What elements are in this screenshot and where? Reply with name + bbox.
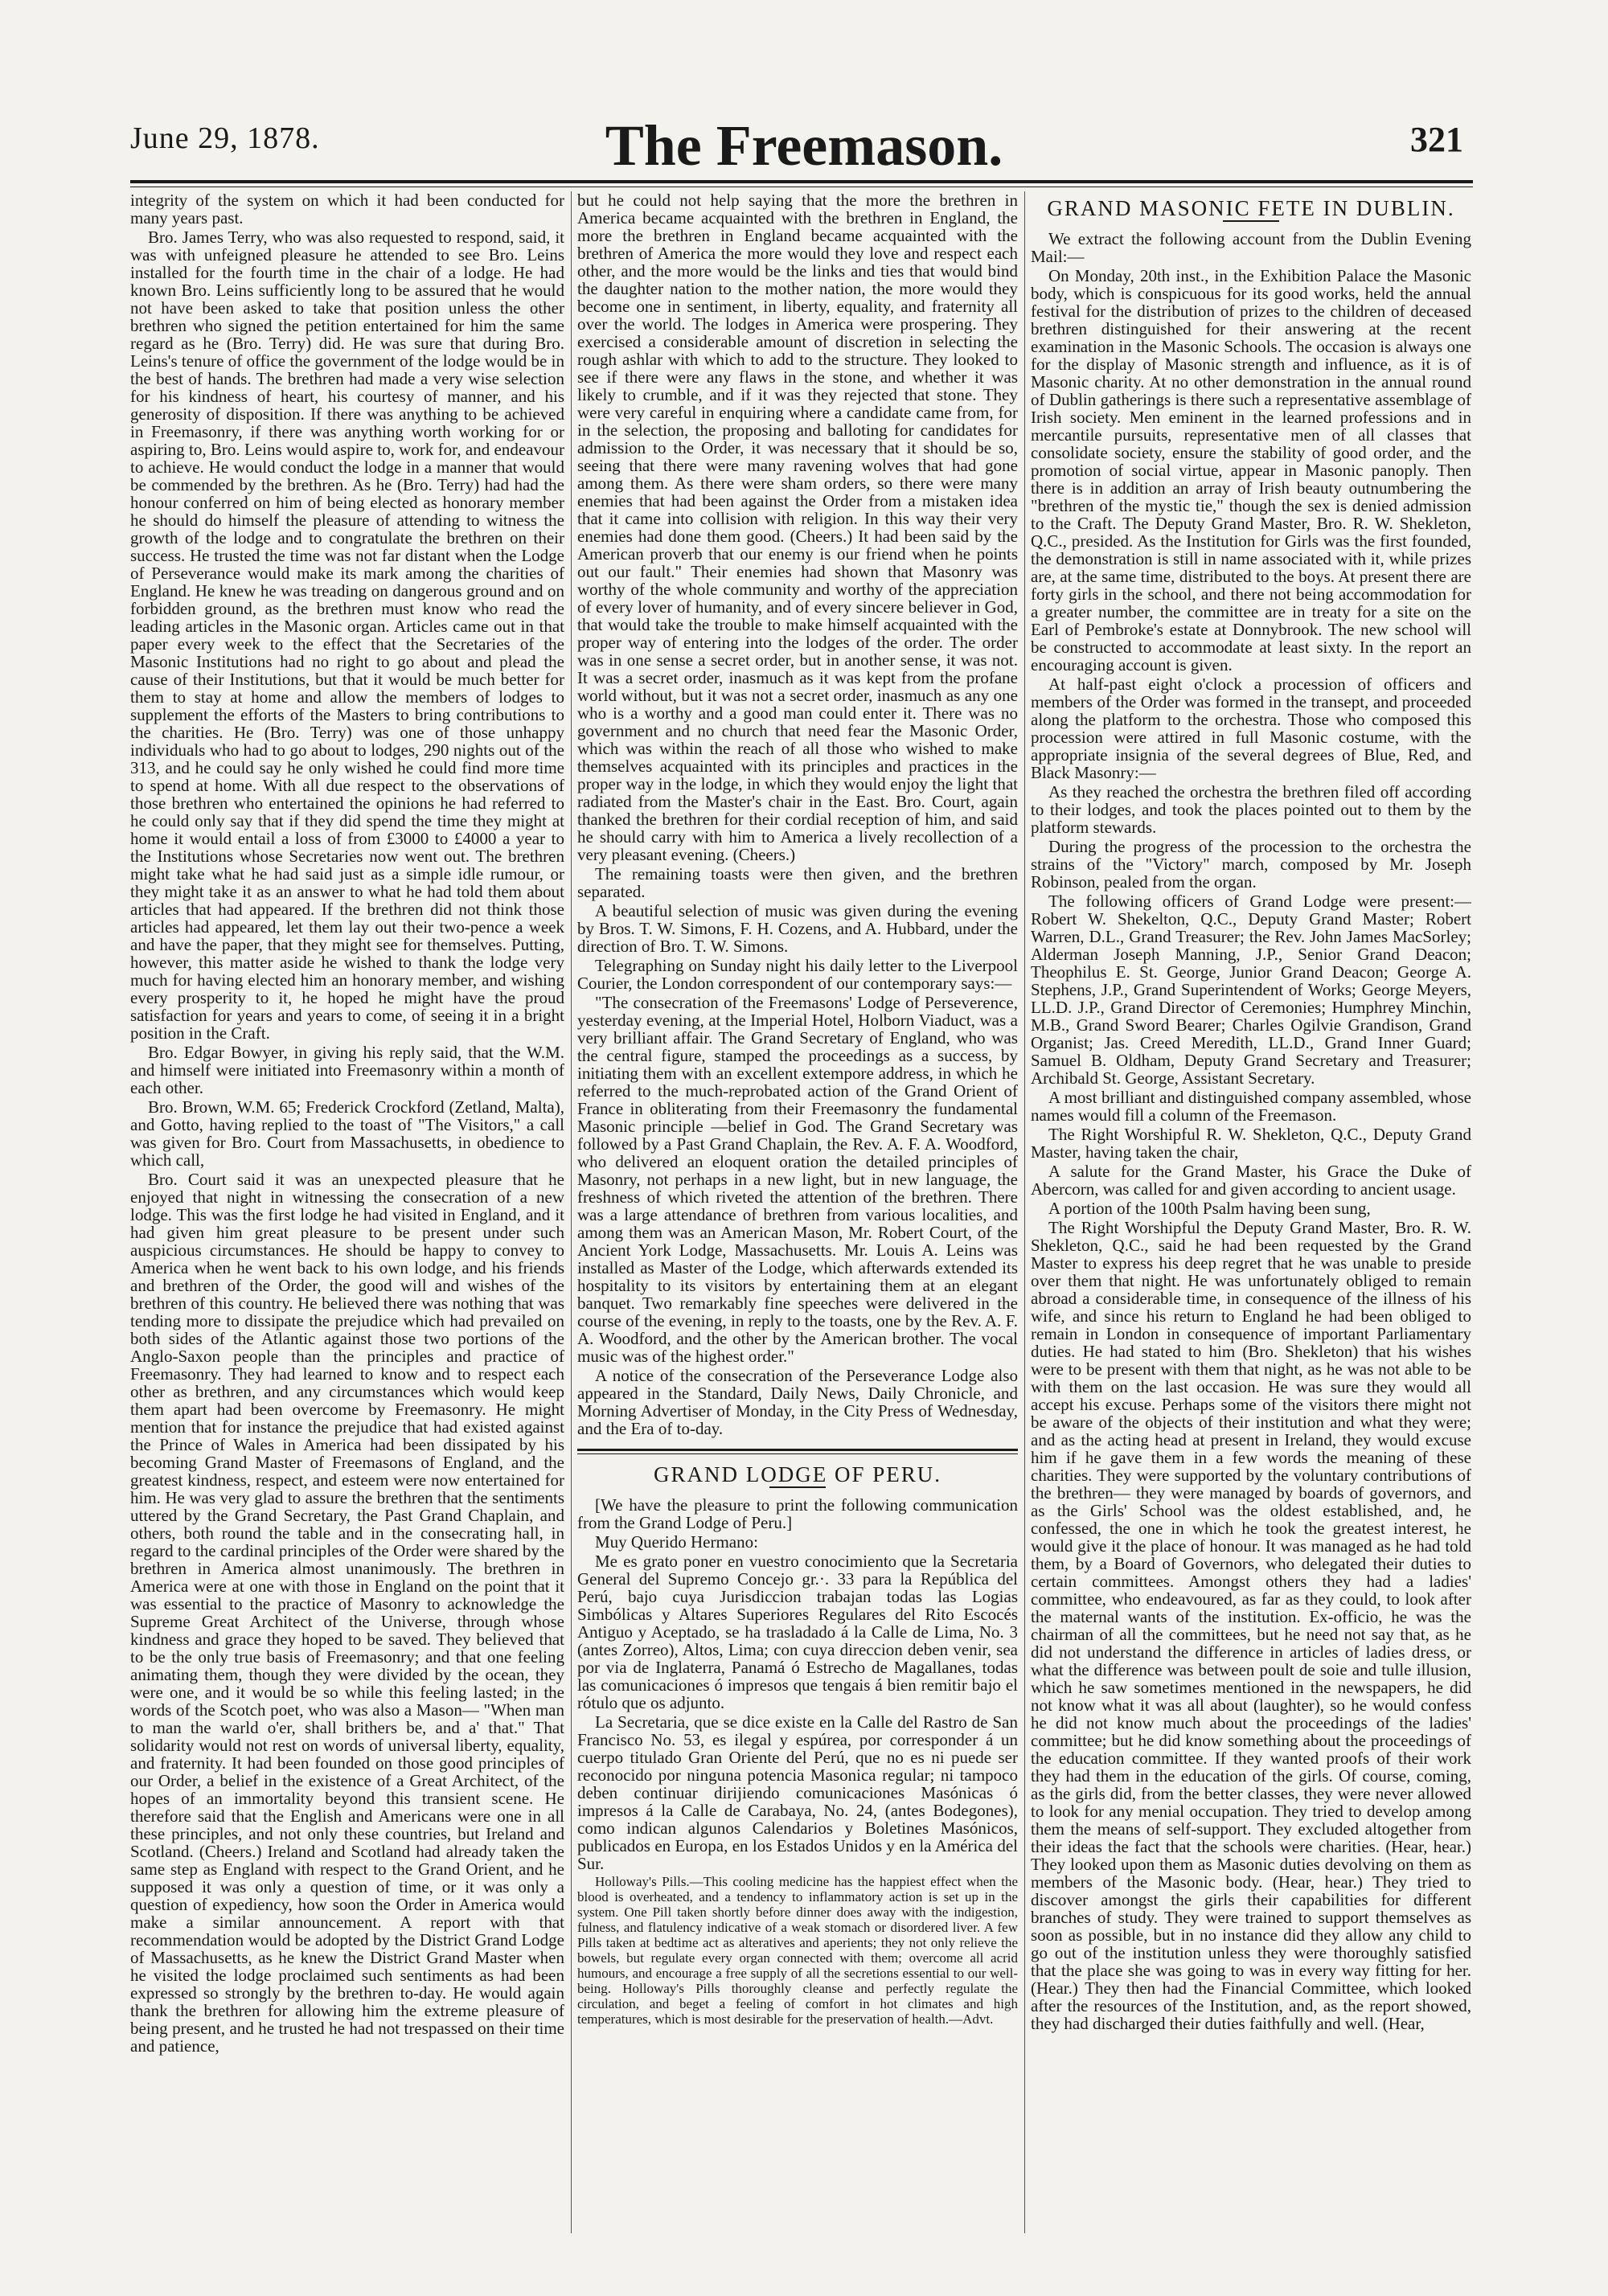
heading-rule	[769, 1486, 826, 1488]
heading-rule	[1223, 220, 1279, 222]
peru-intro: [We have the pleasure to print the following communication from the Grand Lodge of Peru.]	[577, 1495, 1018, 1532]
article-paragraph: We extract the following account from the Dublin Evening Mail:—	[1031, 229, 1471, 266]
article-paragraph: A portion of the 100th Psalm having been sung,	[1048, 1199, 1371, 1218]
article-paragraph: The following officers of Grand Lodge were present:— Robert W. Shekelton, Q.C., Deputy Grand Master; Robert Warren, D.L., Grand Treasurer; the Rev. John James MacSorley; Alderman Joseph Manning, J.P., Senior Grand Deacon; Theophilus E. St. George, Junior Grand Deacon; George A. Stephens, J.P., Grand Superintendent of Works; George Meyers, LL.D. J.P., Grand Director of Ceremonies; Humphrey Minchin, M.B., Grand Sword Bearer; Charles Ogilvie Grandison, Grand Organist; Jas. Creed Meredith, LL.D., Grand Inner Guard; Samuel B. Oldham, Deputy Grand Secretary and Treasurer; Archibald St. George, Assistant Secretary.	[1031, 892, 1471, 1088]
peru-greeting: Muy Querido Hermano:	[595, 1532, 758, 1552]
article-paragraph: Bro. Brown, W.M. 65; Frederick Crockford (Zetland, Malta), and Gotto, having replied to the toast of "The Visitors," a call was given for Bro. Court from Massachusetts, in obedience to which call,	[130, 1097, 564, 1170]
peru-paragraph: Me es grato poner en vuestro conocimiento que la Secretaria General del Supremo Concejo gr.·. 33 para la República del Perú, bajo cuya Jurisdiccion trabajan todas las Logias Simbólicas y Altares Superiores Regulares del Rito Escocés Antiguo y Aceptado, se ha trasladado á la Calle de Lima, No. 3 (antes Zorreo), Altos, Lima; con cuya direccion deben venir, sea por via de Inglaterra, Panamá ó Estrecho de Magallanes, todas las comunicaciones ó impresos que tengais á bien remitir bajo el rótulo que os adjunto.	[577, 1552, 1018, 1712]
article-paragraph: A beautiful selection of music was given during the evening by Bros. T. W. Simons, F. H. Cozens, and A. Hubbard, under the direction of Bro. T. W. Simons.	[577, 901, 1018, 956]
peru-paragraph: La Secretaria, que se dice existe en la Calle del Rastro de San Francisco No. 53, es ilegal y espúrea, por corresponder á un cuerpo titulado Gran Oriente del Perú, que no es ni puede ser reconocido por ninguna potencia Masonica regular; ni tampoco deben continuar dirijiendo comunicaciones Masónicas ó impresos á la Calle de Carabaya, No. 24, (antes Bodegones), como indican algunos Calendarios y Boletines Masónicos, publicados en Europa, en los Estados Unidos y en la América del Sur.	[577, 1712, 1018, 1873]
header-rule-thick	[130, 180, 1473, 183]
article-paragraph: Bro. Edgar Bowyer, in giving his reply said, that the W.M. and himself were initiated into Freemasonry within a month of each other.	[130, 1043, 564, 1097]
column-1	[130, 191, 564, 2249]
advertisement: Holloway's Pills.—This cooling medicine has the happiest effect when the blood is overheated, and a tendency to inflammatory action is set up in the system. One Pill taken shortly before dinner does away with the indigestion, fulness, and flatulency indicative of a weak stomach or disordered liver. A few Pills taken at bedtime act as alteratives and aperients; they not only relieve the bowels, but regulate every organ connected with them; overcome all acrid humours, and encourage a free supply of all the secretions essential to our well-being. Holloway's Pills thoroughly cleanse and perfectly regulate the circulation, and beget a feeling of comfort in hot climates and high temperatures, which is most desirable for the preservation of health.—Advt.	[577, 1874, 1018, 2027]
column-3	[1031, 191, 1471, 2249]
article-paragraph: Bro. James Terry, who was also requested to respond, said, it was with unfeigned pleasure he attended to see Bro. Leins installed for the fourth time in the chair of a lodge. He had known Bro. Leins sufficiently long to be assured that he would not have been asked to take that position unless the other brethren who signed the petition entertained for him the same regard as he (Bro. Terry) did. He was sure that during Bro. Leins's tenure of office the government of the lodge would be in the best of hands. The brethren had made a very wise selection for his kindness of heart, his courtesy of manner, and his generosity of disposition. If there was anything to be achieved in Freemasonry, if there was anything worth working for or aspiring to, Bro. Leins would aspire to, work for, and endeavour to achieve. He would conduct the lodge in a manner that would be commended by the brethren. As he (Bro. Terry) had had the honour conferred on him of being elected as honorary member he should do himself the pleasure of attending to witness the growth of the lodge and to congratulate the brethren on their success. He trusted the time was not far distant when the Lodge of Perseverance would make its mark among the charities of England. He knew he was treading on dangerous ground and on forbidden ground, as the brethren must know who read the leading articles in the Masonic organ. Articles came out in that paper every week to the effect that the Secretaries of the Masonic Institutions had no right to go about and plead the cause of their Institutions, but that it would be much better for them to stay at home and allow the members of lodges to supplement the efforts of the Masters to bring contributions to the charities. He (Bro. Terry) was one of those unhappy individuals who had to go about to lodges, 290 nights out of the 313, and he could say he only wished he could find more time to spend at home. With all due respect to the observations of those brethren who entertained the opinions he had referred to he could only say that if they did spend the time they might at home it would entail a loss of from £3000 to £4000 a year to the Institutions whose Secretaries now went out. The brethren might take what he had said just as a simple idle rumour, or they might take it as an answer to what he had told them about articles that had appeared. If the brethren did not think those articles had appeared, let them lay out their two-pence a week and have the paper, that they might see for themselves. Putting, however, this matter aside he wished to thank the lodge very much for having elected him an honorary member, and wishing every prosperity to it, he hoped he might have the proud satisfaction for years and years to come, of seeing it in a bright position in the Craft.	[130, 228, 564, 1043]
article-paragraph: A notice of the consecration of the Perseverance Lodge also appeared in the Standard, Daily News, Daily Chronicle, and Morning Advertiser of Monday, in the City Press of Wednesday, and the Era of to-day.	[577, 1366, 1018, 1438]
quoted-paragraph: "The consecration of the Freemasons' Lodge of Perseverence, yesterday evening, at the Imperial Hotel, Holborn Viaduct, was a very brilliant affair. The Grand Secretary of England, who was the central figure, stamped the proceedings as a success, by initiating them with an excellent extempore address, in which he referred to the much-reprobated action of the Grand Orient of France in obliterating from their Freemasonry the fundamental Masonic principle —belief in God. The Grand Secretary was followed by a Past Grand Chaplain, the Rev. A. F. A. Woodford, who delivered an eloquent oration the detailed principles of Masonry, not perhaps in a new light, but in new language, the freshness of which riveted the attention of the brethren. There was a large attendance of brethren from various localities, and among them was an American Mason, Mr. Robert Court, of the Ancient York Lodge, Massachusetts. Mr. Louis A. Leins was installed as Master of the Lodge, which afterwards extended its hospitality to its visitors by entertaining them at an elegant banquet. Two remarkably fine speeches were delivered in the course of the evening, in reply to the toasts, one by the Rev. A. F. A. Woodford, and the other by the American brother. The vocal music was of the highest order."	[577, 993, 1018, 1366]
article-paragraph: The Right Worshipful R. W. Shekleton, Q.C., Deputy Grand Master, having taken the chair,	[1031, 1125, 1471, 1162]
article-paragraph: The remaining toasts were then given, and the brethren separated.	[577, 864, 1018, 901]
article-paragraph: A salute for the Grand Master, his Grace the Duke of Abercorn, was called for and given according to ancient usage.	[1031, 1162, 1471, 1199]
article-paragraph: The Right Worshipful the Deputy Grand Master, Bro. R. W. Shekleton, Q.C., said he had been requested by the Grand Master to express his deep regret that he was unable to preside over them that night. He was unfortunately obliged to remain abroad a considerable time, in consequence of the illness of his wife, and since his return to England he had been obliged to remain in London in consequence of important Parliamentary duties. He had stated to him (Bro. Shekleton) that his wishes were to be present with them that night, as he was not able to be with them on the last occasion. He was sure they would all accept his excuse. Perhaps some of the visitors there might not be aware of the objects of their institution and what they were; and as the acting head at present in Ireland, they would excuse him if he gave them in a few words the meaning of these charities. They were supported by the voluntary contributions of the brethren— they were managed by boards of governors, and as the Girls' School was the oldest established, and, he confessed, the one in which he took the greatest interest, he would give it the place of honour. It was managed as he had told them, by a Board of Governors, who delegated their duties to certain committees. Amongst others they had a ladies' committee, who endeavoured, as far as they could, to look after the maternal wants of the institution. Ex-officio, he was the chairman of all the committees, but he need not say that, as he did not understand the difference in articles of ladies dress, or what the difference was between poult de soie and tulle illusion, which he saw sometimes mentioned in the newspapers, he did not know what it was all about (laughter), so he would confess he did not know much about the proceedings of the ladies' committee; but he did know something about the proceedings of the education committee. If they wanted proofs of their work they had them in the education of the girls. Of course, coming, as the girls did, from the better classes, they were never allowed to look for any menial occupation. They tried to develop among them the means of self-support. They excluded altogether from their ideas the fact that the schools were charities. (Hear, hear.) They looked upon them as Masonic duties devolving on them as members of the Masonic body. (Hear, hear.) They tried to discover amongst the girls their capabilities for different branches of study. They were trained to support themselves as soon as possible, but in no instance did they allow any child to go out of the institution unless they were thoroughly satisfied that the place she was going to was in every way fitting for her. (Hear.) They then had the Financial Committee, which looked after the resources of the Institution, and, as the report showed, they had discharged their duties faithfully and well. (Hear,	[1031, 1218, 1471, 2033]
column-2	[577, 191, 1018, 2249]
article-paragraph: Bro. Court said it was an unexpected pleasure that he enjoyed that night in witnessing the consecration of a new lodge. This was the first lodge he had visited in England, and it had given him great pleasure to be present under such auspicious circumstances. He should be happy to convey to America when he went back to his own lodge, and his friends and brethren of the Order, the good will and wishes of the brethren of this country. He believed there was nothing that was tending more to dissipate the prejudice which had prevailed on both sides of the Atlantic against those two portions of the Anglo-Saxon people than the principles and practice of Freemasonry. They had learned to know and to respect each other as brethren, and any circumstances which would keep them apart had been overcome by Freemasonry. He might mention that for instance the prejudice that had existed against the Prince of Wales in America had been dissipated by his becoming Grand Master of Freemasons of England, and the greatest kindness, respect, and esteem were now entertained for him. He was very glad to assure the brethren that the sentiments uttered by the Grand Secretary, the Past Grand Chaplain, and others, both round the table and in the consecrating hall, in regard to the cardinal principles of the Order were shared by the brethren in America almost unanimously. The brethren in America were at one with those in England on the point that it was essential to the practice of Masonry to acknowledge the Supreme Great Architect of the Universe, through whose kindness and grace they hoped to be saved. They believed that to be the only true basis of Freemasonry; and that one feeling animating them, though they were divided by the ocean, they were one, and it would be so while this feeling lasted; in the words of the Scotch poet, who was also a Mason— "When man to man the warld o'er, shall brithers be, and a' that." That solidarity would not rest on words of universal liberty, equality, and fraternity. It had been founded on those good principles of our Order, a belief in the existence of a Great Architect, of the hopes of an immortality beyond this transient scene. He therefore said that the English and Americans were one in all these principles, and not only these countries, but Ireland and Scotland. (Cheers.) Ireland and Scotland had already taken the same step as England with respect to the Grand Orient, and he supposed it was only a question of time, or it was only a question of expediency, how soon the Order in America would make a similar announcement. A report with that recommendation would be adopted by the District Grand Lodge of Massachusetts, as he knew the District Grand Master when he visited the lodge proclaimed such sentiments as had been expressed so strongly by the brethren to-day. He would again thank the brethren for allowing him the extreme pleasure of being present, and he trusted he had not trespassed on their time and patience,	[130, 1170, 564, 2056]
article-paragraph: Telegraphing on Sunday night his daily letter to the Liverpool Courier, the London correspondent of our contemporary says:—	[577, 956, 1018, 993]
dublin-heading: GRAND MASONIC FETE IN DUBLIN.	[1047, 196, 1455, 220]
column-divider	[571, 191, 572, 2233]
article-paragraph: integrity of the system on which it had been conducted for many years past.	[130, 191, 564, 228]
peru-heading: GRAND LODGE OF PERU.	[653, 1462, 941, 1486]
issue-date: June 29, 1878.	[130, 121, 320, 155]
page-number: 321	[1410, 120, 1463, 159]
article-paragraph: As they reached the orchestra the brethren filed off according to their lodges, and took the places pointed out to them by the platform stewards.	[1031, 782, 1471, 837]
section-rule-thin	[577, 1453, 1018, 1454]
article-paragraph: A most brilliant and distinguished company assembled, whose names would fill a column of the Freemason.	[1031, 1088, 1471, 1125]
article-paragraph: During the progress of the procession to the orchestra the strains of the "Victory" march, composed by Mr. Joseph Robinson, pealed from the organ.	[1031, 837, 1471, 892]
column-divider	[1024, 191, 1025, 2233]
section-rule	[577, 1449, 1018, 1451]
article-paragraph: On Monday, 20th inst., in the Exhibition Palace the Masonic body, which is conspicuous for its good works, held the annual festival for the distribution of prizes to the children of deceased brethren distinguished for their answering at the recent examination in the Masonic Schools. The occasion is always one for the display of Masonic strength and influence, as it is of Masonic charity. At no other demonstration in the annual round of Dublin gatherings is there such a representative assemblage of Irish society. Men eminent in the learned professions and in mercantile pursuits, representative men of all classes that consolidate society, ensure the stability of good order, and the promotion of social virtue, appear in Masonic panoply. Then there is in addition an array of Irish beauty outnumbering the "brethren of the mystic tie," though the sex is denied admission to the Craft. The Deputy Grand Master, Bro. R. W. Shekleton, Q.C., presided. As the Institution for Girls was the first founded, the demonstration is still in name associated with it, while prizes are, at the same time, distributed to the boys. At present there are forty girls in the school, and there not being accommodation for a greater number, the committee are in treaty for a site on the Earl of Pembroke's estate at Donnybrook. The new school will be constructed to accommodate at least sixty. In the report an encouraging account is given.	[1031, 266, 1471, 674]
article-paragraph: but he could not help saying that the more the brethren in America became acquainted with the brethren in England, the more the brethren in England became acquainted with the brethren of America the more would they love and respect each other, and the more would be the links and ties that would bind the daughter nation to the mother nation, the more would they become one in sentiment, in liberty, equality, and fraternity all over the world. The lodges in America were prospering. They exercised a considerable amount of discretion in selecting the rough ashlar with which to add to the structure. They looked to see if there were any flaws in the stone, and whether it was likely to crumble, and if it was they rejected that stone. They were very careful in enquiring where a candidate came from, for in the selection, the proposing and balloting for candidates for admission to the Order, it was necessary that it should be so, seeing that there were many ravening wolves that had gone among them. As there were sham orders, so there were many enemies that had been against the Order from a mistaken idea that it came into collision with religion. In this way their very enemies had done them good. (Cheers.) It had been said by the American proverb that our enemy is our friend when he points out our fault." Their enemies had shown that Masonry was worthy of the whole community and worthy of the appreciation of every lover of humanity, and of every sincere believer in God, that would take the trouble to make himself acquainted with the proper way of entering into the lodges of the order. The order was in one sense a secret order, but in another sense, it was not. It was a secret order, inasmuch as it was kept from the profane world without, but it was not a secret order, inasmuch as any one who is a worthy and a good man could enter it. There was no government and no church that need fear the Masonic Order, which was within the reach of all those who wished to make themselves acquainted with its principles and practices in the proper way in the lodge, in which they would enjoy the light that radiated from the Master's chair in the East. Bro. Court, again thanked the brethren for their cordial reception of him, and said he should carry with him to America a lively recollection of a very pleasant evening. (Cheers.)	[577, 191, 1018, 864]
article-paragraph: At half-past eight o'clock a procession of officers and members of the Order was formed in the transept, and proceeded along the platform to the orchestra. Those who composed this procession were attired in full Masonic costume, with the appropriate insignia of the several degrees of Blue, Red, and Black Masonry:—	[1031, 674, 1471, 782]
masthead-title: The Freemason.	[605, 113, 1003, 178]
